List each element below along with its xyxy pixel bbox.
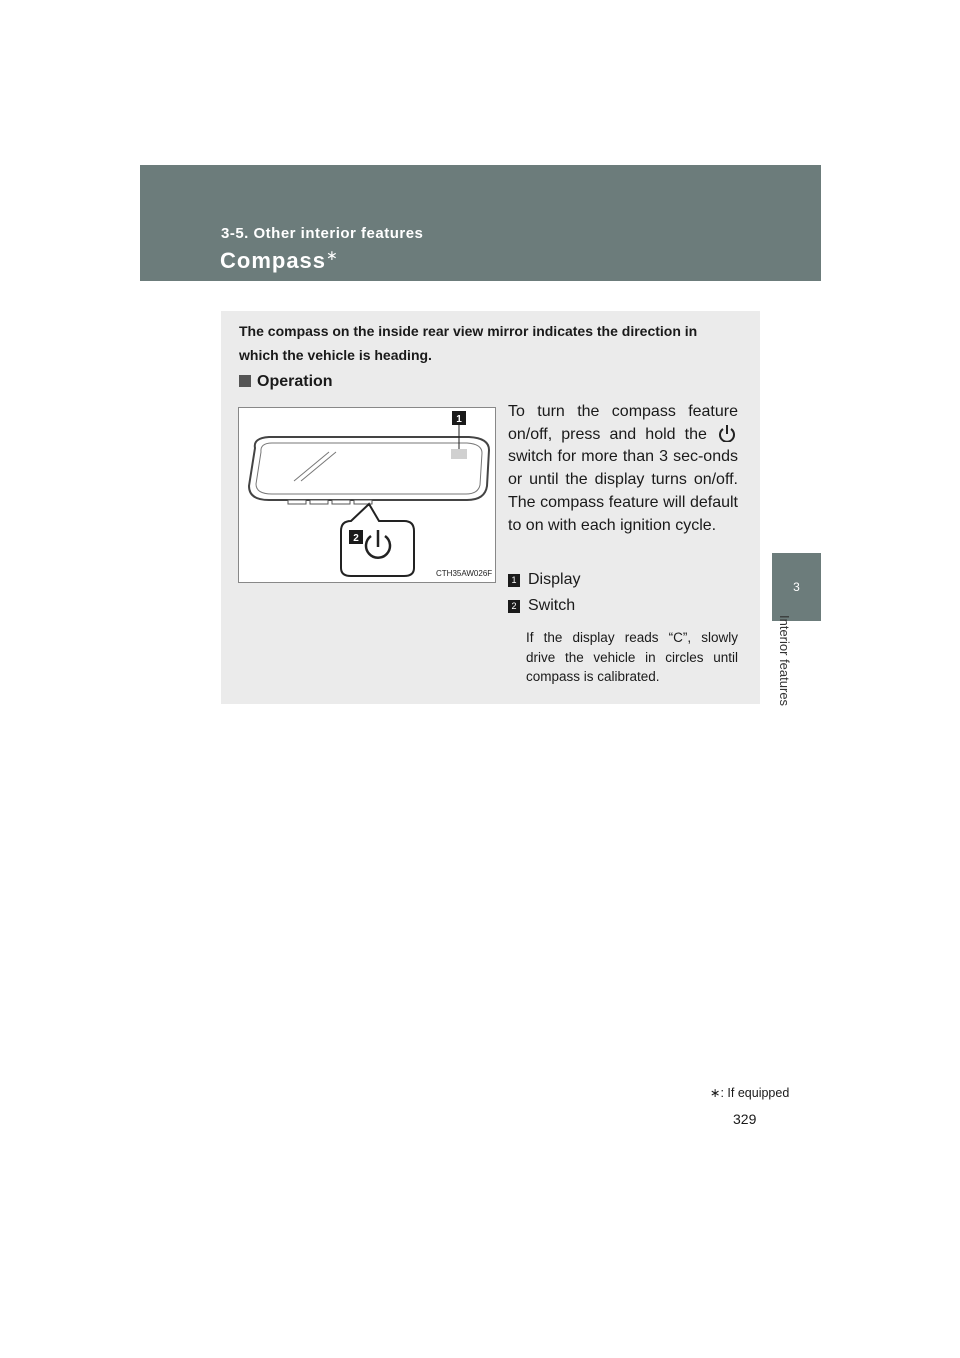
section-label: 3-5. Other interior features: [221, 225, 424, 242]
page-title: [220, 247, 339, 274]
calibration-note: If the display reads “C”, slowly drive the vehicle in circles until compass is calibrated.: [526, 630, 738, 684]
square-bullet-icon: [239, 375, 251, 387]
list-item: [508, 571, 580, 589]
item-number: 1: [508, 574, 520, 587]
item-number: 2: [508, 600, 520, 613]
svg-text:1: 1: [456, 414, 462, 425]
intro-text: The compass on the inside rear view mirror indicates the direction in which the vehicle is heading.: [239, 323, 698, 363]
operation-description: [508, 401, 738, 537]
operation-heading-text: Operation: [257, 373, 333, 390]
description-part-2: switch for more than 3 sec-onds or until the display turns on/off. The compass feature will default to on with each ignition cycle.: [508, 448, 738, 534]
power-icon: [716, 424, 738, 442]
list-item: [508, 597, 575, 615]
operation-heading: [239, 373, 333, 391]
chapter-tab-label: Interior features: [777, 615, 792, 707]
page-number: 329: [733, 1111, 757, 1127]
figure-code: CTH35AW026F: [436, 569, 493, 578]
chapter-header: [140, 165, 821, 281]
equipped-mark: ∗: [326, 247, 339, 263]
svg-text:2: 2: [353, 533, 359, 544]
item-label: Switch: [528, 597, 576, 614]
content-box: [221, 311, 760, 704]
description-part-1: To turn the compass feature on/off, press and hold the: [508, 403, 738, 443]
item-label: Display: [528, 571, 581, 588]
page-title-text: Compass: [220, 248, 327, 273]
footnote: ∗: If equipped: [710, 1086, 790, 1100]
mirror-illustration: [238, 407, 496, 583]
mirror-drawing: [239, 408, 495, 582]
chapter-tab: 3: [772, 553, 821, 621]
